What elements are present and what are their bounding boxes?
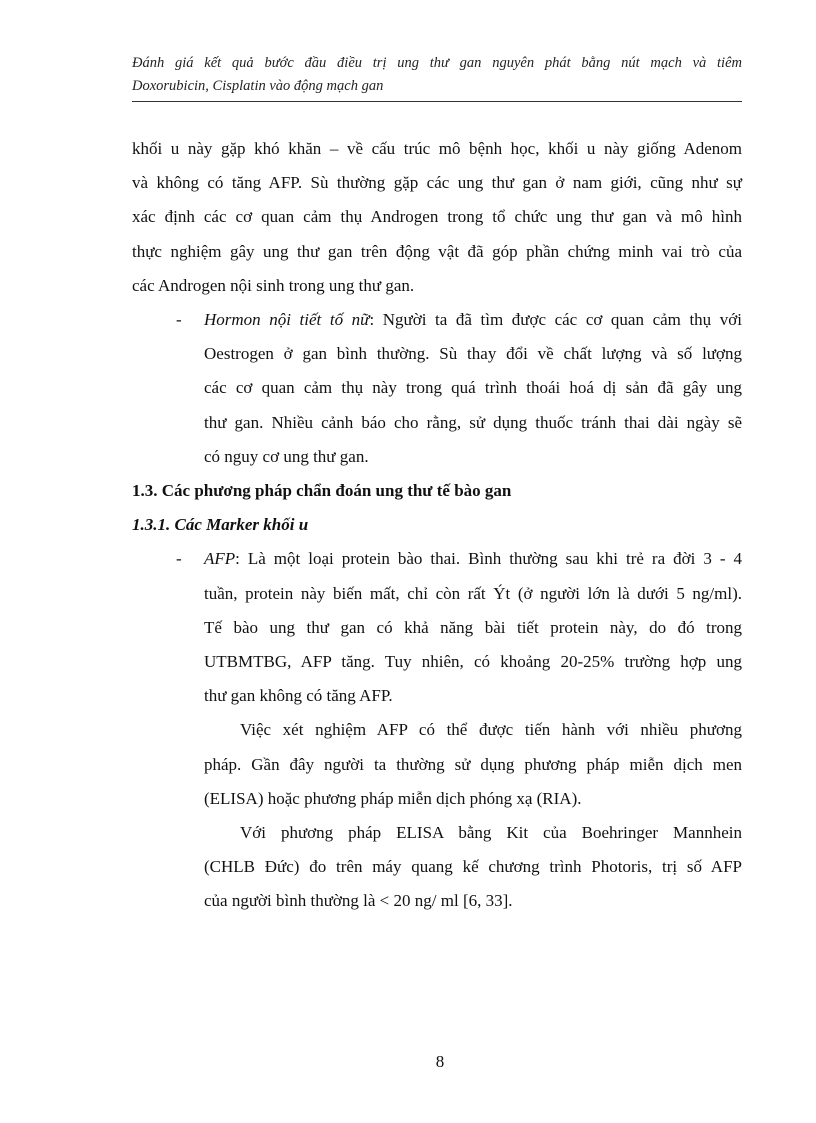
text-line: tuần, protein này biến mất, chỉ còn rất Ýt (ở người lớn là dưới 5 ng/ml). xyxy=(204,583,742,603)
section-heading: 1.3. Các phương pháp chẩn đoán ung thư tế bào gan xyxy=(132,481,512,501)
bullet-hormon xyxy=(176,303,742,474)
text-line: thực nghiệm gây ung thư gan trên động vật đã góp phần chứng minh vai trò của xyxy=(132,241,742,261)
text-line: UTBMTBG, AFP tăng. Tuy nhiên, có khoảng 20-25% trường hợp ung xyxy=(204,652,742,672)
text-line: của người bình thường là < 20 ng/ ml [6, 33]. xyxy=(204,891,513,911)
bullet-term: Hormon nội tiết tố nữ xyxy=(204,310,370,330)
text-line: xác định các cơ quan cảm thụ Androgen trong tổ chức ung thư gan và mô hình xyxy=(132,207,742,227)
text-line: (CHLB Đức) đo trên máy quang kế chương trình Photoris, trị số AFP xyxy=(204,857,742,877)
text-line xyxy=(204,542,742,576)
text-line: pháp. Gần đây người ta thường sử dụng phương pháp miễn dịch men xyxy=(204,754,742,774)
subsection-heading: 1.3.1. Các Marker khối u xyxy=(132,515,309,535)
bullet-dash: - xyxy=(176,549,182,569)
running-header xyxy=(132,52,742,102)
text-line: khối u này gặp khó khăn – về cấu trúc mô bệnh học, khối u này giống Adenom xyxy=(132,139,742,158)
page-number: 8 xyxy=(435,1052,445,1071)
header-line-1: Đánh giá kết quả bước đầu điều trị ung thư gan nguyên phát bằng nút mạch và tiêm xyxy=(132,55,742,71)
text-line: thư gan không có tăng AFP. xyxy=(204,686,393,706)
text-line: thư gan. Nhiều cảnh báo cho rằng, sử dụng thuốc tránh thai dài ngày sẽ xyxy=(204,412,742,432)
text-line: có nguy cơ ung thư gan. xyxy=(204,446,369,466)
bullet-afp xyxy=(176,542,742,713)
text-line: Oestrogen ở gan bình thường. Sù thay đổi về chất lượng và số lượng xyxy=(204,344,742,364)
paragraph-afp-methods xyxy=(204,713,742,816)
bullet-term: AFP xyxy=(204,549,236,569)
bullet-text: : Là một loại protein bào thai. Bình thường sau khi trẻ ra đời 3 - 4 xyxy=(235,549,742,569)
paragraph-androgen xyxy=(132,132,742,303)
bullet-text: : Người ta đã tìm được các cơ quan cảm thụ với xyxy=(369,310,742,330)
text-line: Tế bào ung thư gan có khả năng bài tiết protein này, do đó trong xyxy=(204,617,742,637)
bullet-dash: - xyxy=(176,310,182,330)
text-line: và không có tăng AFP. Sù thường gặp các ung thư gan ở nam giới, cũng như sự xyxy=(132,173,742,193)
text-line: (ELISA) hoặc phương pháp miễn dịch phóng xạ (RIA). xyxy=(204,788,582,808)
text-line: các cơ quan cảm thụ này trong quá trình thoái hoá dị sản đã gây ung xyxy=(204,378,742,398)
header-line-2: Doxorubicin, Cisplatin vào động mạch gan xyxy=(132,78,384,94)
text-line: Việc xét nghiệm AFP có thể được tiến hành với nhiều phương xyxy=(240,720,742,740)
document-body xyxy=(132,132,742,919)
paragraph-elisa xyxy=(204,816,742,919)
text-line: các Androgen nội sinh trong ung thư gan. xyxy=(132,275,415,295)
text-line: Với phương pháp ELISA bằng Kit của Boehringer Mannhein xyxy=(240,823,742,843)
text-line xyxy=(204,303,742,337)
